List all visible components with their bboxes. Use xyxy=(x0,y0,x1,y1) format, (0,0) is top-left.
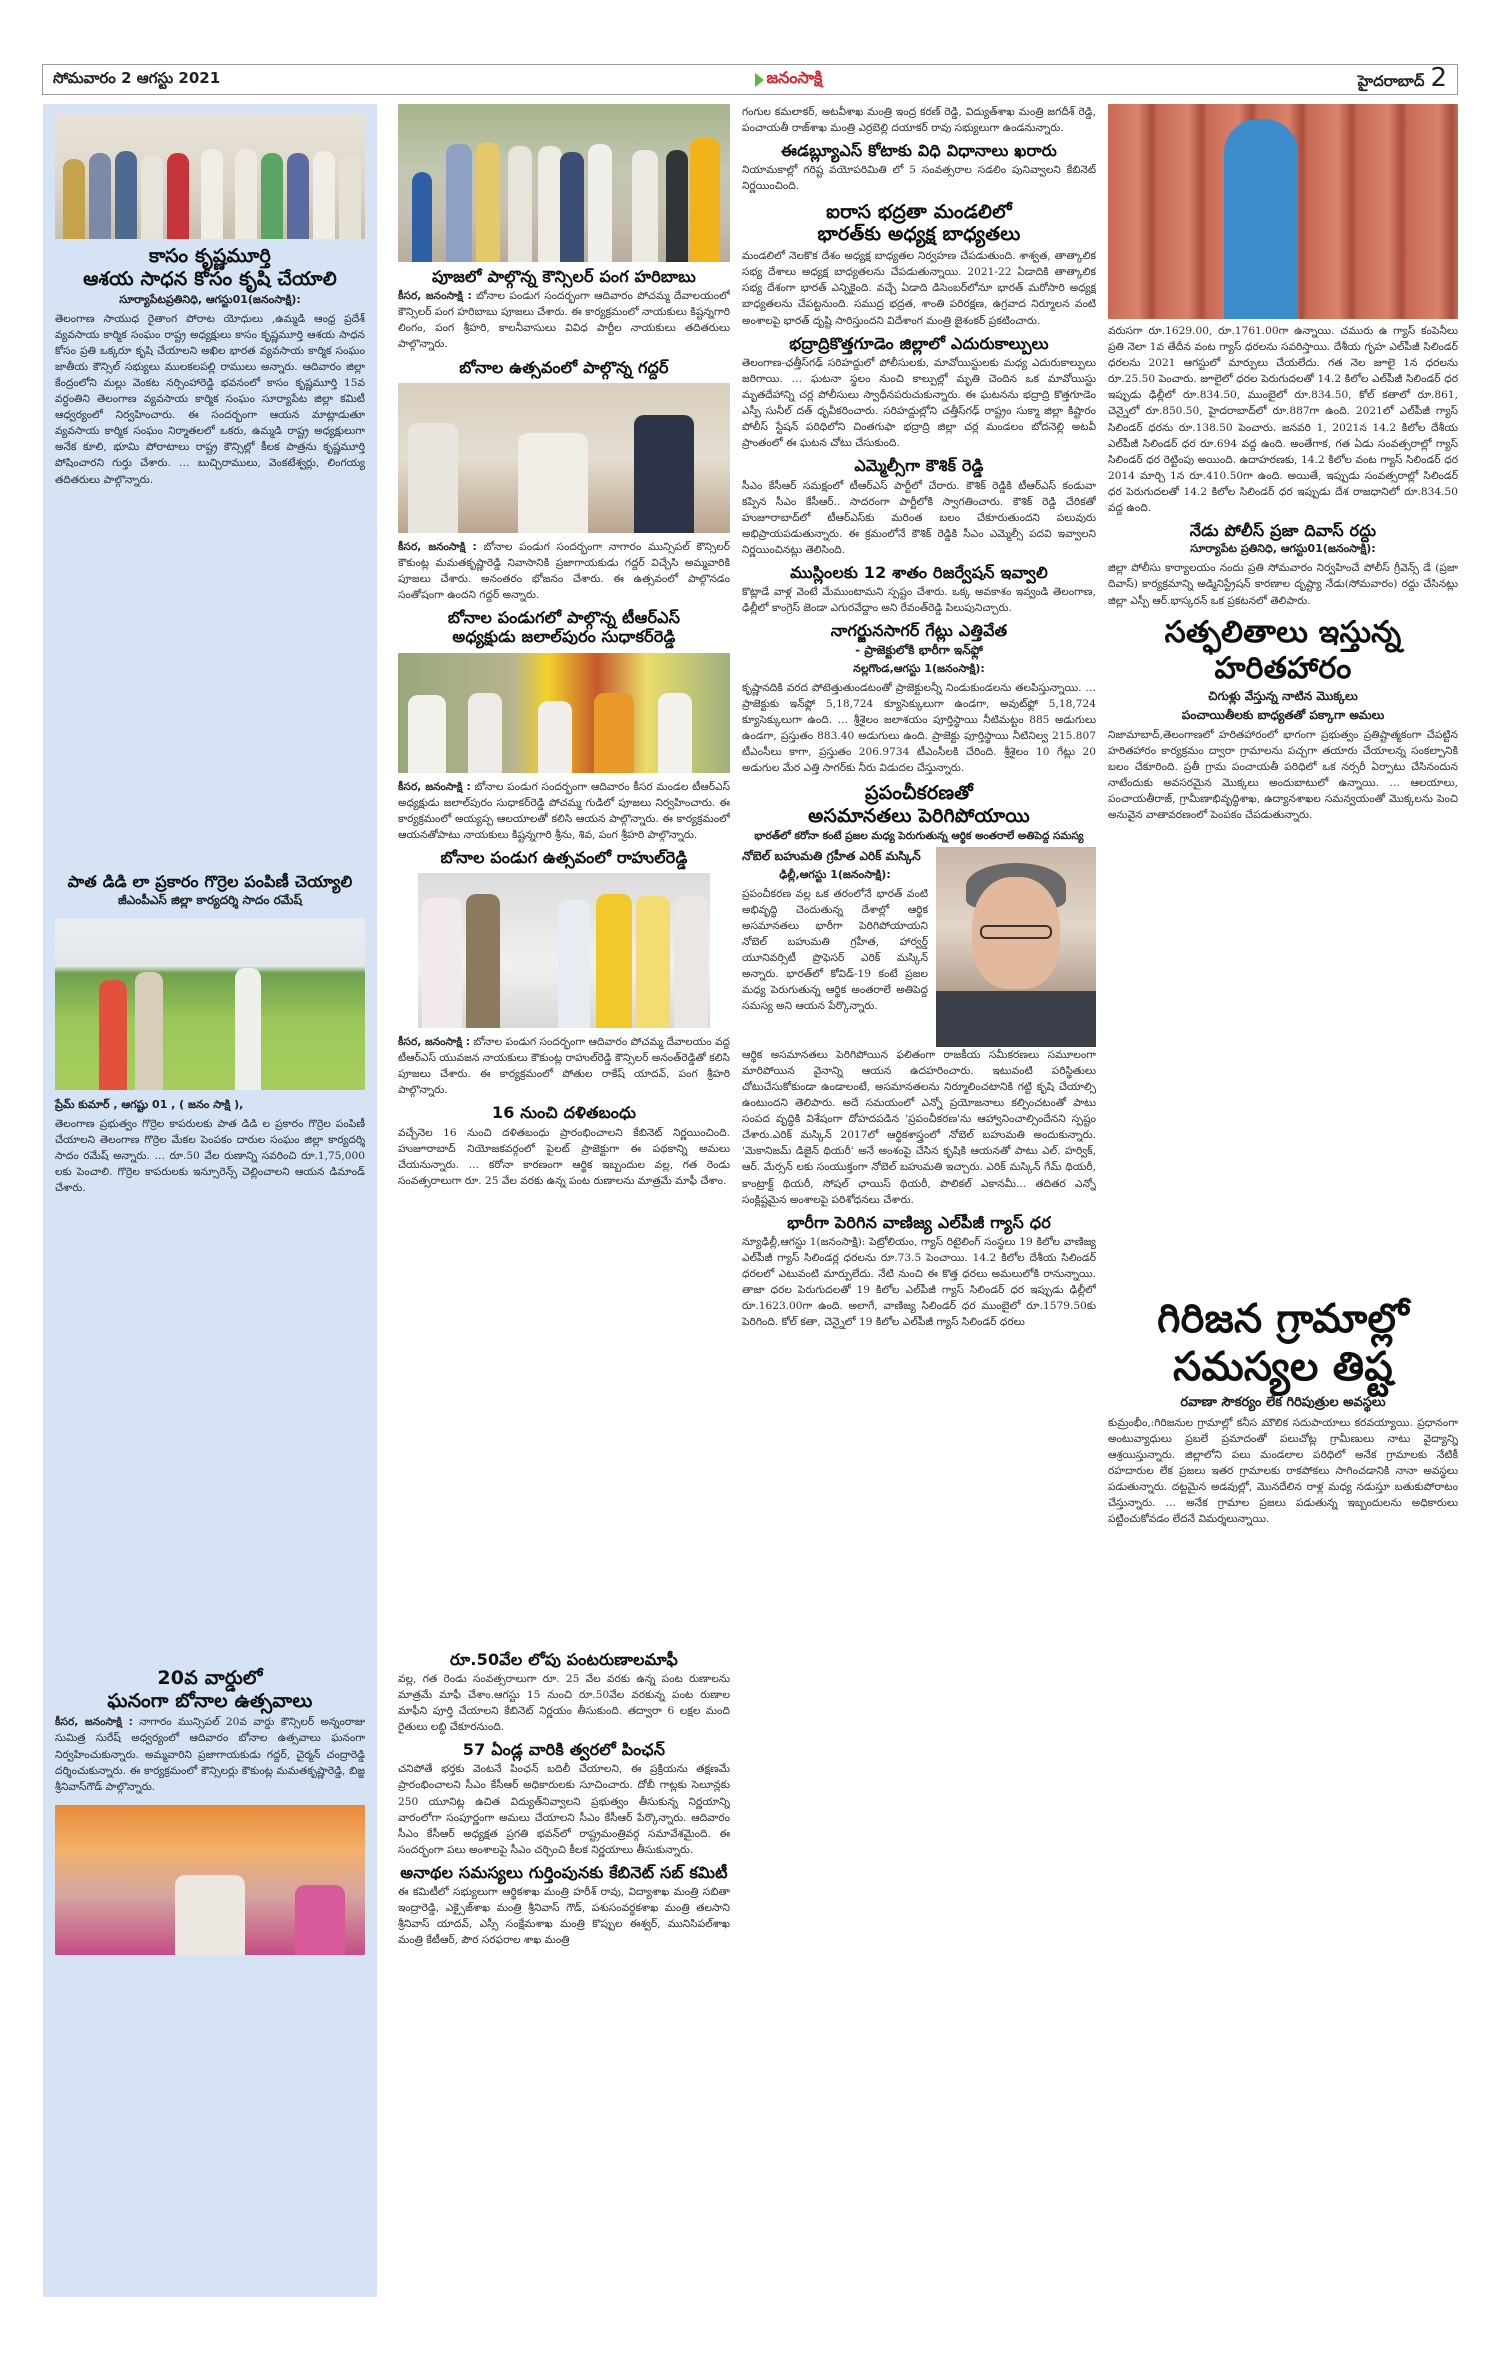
article-un-security-council xyxy=(742,201,1096,329)
subheadline: - ప్రాజెక్టులోకి భారీగా ఇన్‌ఫ్లో xyxy=(855,642,983,657)
headline: రూ.50వేల లోపు పంటరుణాలమాఫీ xyxy=(449,1649,678,1669)
photo-rahul-reddy-group xyxy=(418,873,710,1028)
article-councillor-haribabu xyxy=(398,104,730,353)
dateline: ఢిల్లీ,ఆగస్టు 1(జనంసాక్షి): xyxy=(779,867,891,881)
article-police-praja-diwas xyxy=(1108,521,1458,608)
column-1-sidebar xyxy=(43,104,377,2297)
article-body: కీసర, జనంసాక్షి : బోనాల పండుగ సందర్భంగా నాగారం మున్సిపల్ కౌన్సిలర్ కౌకుంట్ల మమతకృష్ణారెడ్డి నివాసానికి ప్రజాగాయకుడు గద్దర్ విచ్చేసి అమ్మవారికి పూజలు చేశారు. అనంతరం భోజనం చేశారు. ఈ ఉత్సవంలో పాల్గొనడం సంతోషంగా ఉందని గద్దర్ అన్నారు. xyxy=(398,540,730,602)
column-3 xyxy=(742,104,1096,2297)
article-body: చనిపోతే భర్తకు వెంటనే పింఛన్ బదిలీ చేయాలని, ఈ ప్రక్రియను తక్షణమే ప్రారంభించాలని సీఎం కేసీఆర్ అధికారులకు సూచించారు. దోబీ గాట్లకు సెలూన్లకు 250 యూనిట్ల ఉచిత విద్యుత్‌నివ్వాలని ప్రభుత్వం తీసుకున్న నిర్ణయాన్ని వారంలోగా సంపూర్ణంగా అమలు చేయాలని సీఎం కేసీఆర్ పేర్కొన్నారు. ఆదివారం సీఎం కేసీఆర్ అధ్యక్షత ప్రగతి భవన్‌లో రాష్ట్రమంత్రివర్గ సమావేశమైంది. ఈ సందర్భంగా పలు అంశాలపై సీఎం చర్చించి కీలక నిర్ణయాలు తీసుకున్నారు. xyxy=(398,1763,730,1856)
subheadline-1: చిగుళ్లు వేస్తున్న నాటిన మొక్కలు xyxy=(1208,688,1358,703)
subheadline: జీఎంపీఎస్ జిల్లా కార్యదర్శి సాదం రమేష్ xyxy=(117,892,303,907)
article-body: గంగుల కమలాకర్, అటవీశాఖ మంత్రి ఇంద్ర కరణ్ రెడ్డి, విద్యుత్‌శాఖ మంత్రి జగదీశ్ రెడ్డి, పంచాయతీ రాజ్‌శాఖ మంత్రి ఎర్రబెల్లి దయాకర్ రావు సభ్యులుగా ఉండనున్నారు. xyxy=(742,106,1096,135)
article-gaddar-bonalu xyxy=(398,358,730,604)
city-name: హైదరాబాద్ xyxy=(1357,72,1425,90)
headline: భద్రాద్రికొత్తగూడెం జిల్లాలో ఎదురుకాల్పులు xyxy=(789,333,1049,353)
article-bhadradri-encounter xyxy=(742,334,1096,452)
article-body: మండలిలో నెలకొక దేశం అధ్యక్ష బాధ్యతల నిర్వహణ చేపడుతుంది. శాశ్వత, తాత్కాలిక సభ్య దేశాలు అధ్యక్ష బాధ్యతలను చేపడుతున్నాయి. 2021-22 ఏడాదికి తాత్కాలిక సభ్య దేశంగా భారత్ ఎన్నికైంది. వచ్చే ఏడాది డిసెంబర్‌లోనూ భారత్ మరోసారి అధ్యక్ష బాధ్యతలను చేపట్టనుంది. సముద్ర భద్రత, శాంతి పరిరక్షణ, ఉగ్రవాద నిర్మూలన వంటి అంశాలపై భారత్ దృష్టి సారిస్తుందని విదేశాంగ మంత్రి జైశంకర్ ప్రకటించారు. xyxy=(742,250,1096,327)
article-rahul-reddy xyxy=(398,848,730,1099)
photo-councillor-puja xyxy=(398,104,730,262)
article-globalization-inequality xyxy=(742,782,1096,1208)
article-muslim-reservation xyxy=(742,563,1096,616)
body-lead: కీసర, జనంసాక్షి : xyxy=(55,1716,133,1729)
photo-gas-cylinders xyxy=(1108,104,1458,319)
dateline: ప్రేమ్ కుమార్ , ఆగష్టు 01 , ( జనం సాక్షి ), xyxy=(55,1097,244,1111)
headline: అనాథల సమస్యలు గుర్తింపునకు కేబినెట్ సబ్ కమిటీ xyxy=(400,1862,728,1882)
article-body: న్యూఢిల్లీ,ఆగస్టు 1(జనంసాక్షి): పెట్రోలియం, గ్యాస్ రిటైలింగ్ సంస్థలు 19 కిలోల వాణిజ్య ఎల్‌పీజీ గ్యాస్ సిలిండర్ల ధరలను రూ.73.5 పెంచాయి. 14.2 కిలోల దేశీయ సిలిండర్ ధరలలో ఎటువంటి మార్పులేదు. నేటి నుంచి ఈ కొత్త ధరలు అమలులోకి రానున్నాయి. తాజా ధరల పెరుగుదలతో 19 కిలోల ఎల్‌పీజీ గ్యాస్ సిలిండర్ ధర ఇప్పుడు ఢిల్లీలో రూ.1623.00గా ఉంది. అలాగే, వాణిజ్య సిలిండర్ ధర ముంబైలో రూ.1579.50కు పెరిగింది. కోల్ కతా, చెన్నైలో 19 కిలోల ఎల్‌పీజీ గ్యాస్ సిలిండర్ ధరలు xyxy=(742,1235,1096,1329)
column-2 xyxy=(398,104,730,2297)
headline: కాసం కృష్ణమూర్తి ఆశయ సాధన కోసం కృషి చేయాలి xyxy=(83,245,337,290)
headline: బోనాల పండుగలో పాల్గొన్న టీఆర్ఎస్ అధ్యక్షుడు జలాల్‌పురం సుధాకర్‌రెడ్డి xyxy=(447,608,681,647)
headline: బోనాల ఉత్సవంలో పాల్గొన్న గద్దర్ xyxy=(459,357,669,377)
article-tribal-villages xyxy=(1108,1295,1458,1528)
article-body: జిల్లా పోలీసు కార్యాలయం నందు ప్రతి సోమవారం నిర్వహించే పోలీస్ గ్రీవెన్స్ డే (ప్రజా దివాస్) కార్యక్రమాన్ని అడ్మినిస్ట్రేషన్ కారణాల దృష్ట్యా నేడు(సోమవారం) రద్దు చేసినట్లు జిల్లా ఎస్పీ ఆర్.భాస్కరన్ ఒక ప్రకటనలో తెలిపారు. xyxy=(1108,562,1458,607)
photo-group-event xyxy=(55,114,365,239)
article-body: కుమ్రంభీం,:గిరిజనుల గ్రామాల్లో కనీస మౌలిక సదుపాయాలు కరవయ్యాయి. ప్రధానంగా అంటువ్యాధులు ప్రబలే ప్రమాదంతో పలుచోట్ల గ్రామీణులు నాటు వైద్యాన్ని ఆశ్రయిస్తున్నారు. జిల్లాలోని పలు మండలాల పరిధిలో అనేక గ్రామాలకు నేటికీ రహదారుల లేక ప్రజలు ఇతర గ్రామాలకు రాకపోకలు సాగించడానికి నానా అవస్థలు పడుతున్నారు. దట్టమైన అడవుల్లో, మొనదేలిన రాళ్ల మధ్య నడుస్తూ బతుకుపోరాటం చేస్తున్నారు. … అనేక గ్రామాల ప్రజలు పడుతున్న ఇబ్బందులను అధికారులు పట్టించుకోవడం లేదనే విమర్శలున్నాయి. xyxy=(1108,1416,1458,1526)
photo-gaddar xyxy=(398,383,730,533)
subheadline: భారత్‌లో కరోనా కంటే ప్రజల మధ్య పెరుగుతున్న ఆర్థిక అంతరాలే అతిపెద్ద సమస్య xyxy=(754,829,1084,842)
article-body: నియామకాల్లో గరిష్ట వయోపరిమితి లో 5 సంవత్సరాల సడలిం పునివ్వాలని కేబినెట్ నిర్ణయించింది. xyxy=(742,164,1096,193)
article-dalitha-bandhu xyxy=(398,1103,730,1644)
article-body: వచ్చేనెల 16 నుంచి దళితబంధు ప్రారంభించాలని కేబినెట్ నిర్ణయించింది. హుజూరాబాద్ నియోజకవర్గంలో పైలట్ ప్రాజెక్టుగా ఈ పథకాన్ని అమలు చేయనున్నారు. … కరోనా కారణంగా ఆర్థిక ఇబ్బందుల వల్ల, గత రెండు సంవత్సరాలుగా రూ. 25 వేల వరకు ఉన్న పంట రుణాలను మాత్రమే మాఫీ చేశాం. xyxy=(398,1126,730,1187)
photo-bonalu-celebration xyxy=(55,1805,365,1955)
headline: ముస్లింలకు 12 శాతం రిజర్వేషన్ ఇవ్వాలి xyxy=(790,563,1048,583)
headline: పూజలో పాల్గొన్న కౌన్సిలర్ పంగ హరిబాబు xyxy=(431,267,697,286)
article-body: తెలంగాణ సాయుధ రైతాంగ పోరాట యోధులు ,ఉమ్మడి ఆంధ్ర ప్రదేశ్ వ్యవసాయ కార్మిక సంఘం రాష్ట్ర అధ్యక్షులు కాసం కృష్ణమూర్తి ఆశయ సాధన కోసం ప్రతి ఒక్కరూ కృషి చేయాలని అఖిల భారత వ్యవసాయ కార్మిక సంఘం జాతీయ కౌన్సిల్ సభ్యులు ములకలపల్లి రాములు అన్నారు. ఆదివారం జిల్లా కేంద్రంలోని మల్లు వెంకట నర్సింహారెడ్డి భవనంలో కాసం కృష్ణమూర్తి 15వ వర్ధంతిని తెలంగాణ వ్యవసాయ కార్మిక సంఘం సూర్యాపేట జిల్లా కమిటీ ఆధ్వర్యంలో నిర్వహించారు. ఈ సందర్భంగా ఆయన మాట్లాడుతూ వ్యవసాయ కార్మిక సంఘం నిర్మాతలలో ఒకరు, ఉమ్మడి రాష్ట్ర అధ్యక్షులుగా అనేక కూలి, భూమి పోరాటాలు రాష్ట్ర కౌన్సిల్లో కీలక పాత్రను కృష్ణమూర్తి పోషించారని గుర్తు చేశారు. … బుచ్చిరాములు, వెంకటేశ్వర్లు, లింగయ్య తదితరులు పాల్గొన్నారు. xyxy=(55,312,365,486)
article-kasam-krishnamurthy xyxy=(55,114,365,867)
article-body: కీసర, జనంసాక్షి : బోనాల పండుగ సందర్భంగా ఆదివారం పోచమ్మ దేవాలయం వద్ద టీఆర్ఎస్ యువజన నాయకులు కౌకుంట్ల రాహుల్‌రెడ్డి కౌన్సిలర్ అనంత్‌రెడ్డితో కలిసి పూజలు చేశారు. ఈ కార్యక్రమంలో పోతుల రాకేష్ యాదవ్, పంగ శ్రీహరి పాల్గొన్నారు. xyxy=(398,1036,730,1097)
article-body: కృష్ణానదికి వరద పోటెత్తుతుండటంతో ప్రాజెక్టులన్నీ నిండుకుండలను తలపిస్తున్నాయి. … ప్రాజెక్టుకు ఇన్‌ఫ్లో 5,18,724 క్యూసెక్కులుగా ఉండగా, అవుట్‌ఫ్లో 5,18,724 క్యూసెక్కులుగా ఉంది. … శ్రీశైలం జలాశయం పూర్తిస్థాయి నీటిమట్టం 885 అడుగులు ఉండగా, ప్రస్తుతం 883.40 అడుగులు ఉంది. ప్రాజెక్టు పూర్తిస్థాయి నీటినిల్వ 215.807 టీఎంసీలు కాగా, ప్రస్తుతం 206.9734 టీఎంసీలకి చేరింది. శ్రీశైలం 10 గేట్లు 20 అడుగుల మేర ఎత్తి సాగర్‌కు నీరు విడుదల చేస్తున్నారు. xyxy=(742,681,1096,775)
article-body: వరుసగా రూ.1629.00, రూ.1761.00గా ఉన్నాయి. చమురు ఉ గ్యాస్ కంపెనీలు ప్రతి నెలా 1వ తేదీన వంట గ్యాస్ ధరలను సవరిస్తాయి. దేశీయ గృహ ఎల్‌పీజీ సిలిండర్ ధరలను 2021 ఆగస్టులో మార్పులు చేయలేదు. గత నెల జూలై 1న ధరలను రూ.25.50 పెంచారు. జూలైలో ధరల పెరుగుదలతో 14.2 కిలోల ఎల్‌పీజీ సిలిండర్ ధర ఇప్పుడు ఢిల్లీలో రూ.834.50, ముంబైలో రూ.834.50, కోల్ కతాలో రూ.861, చెన్నైలో రూ.850.50, హైదరాబాద్‌లో రూ.887గా ఉంది. 2021లో ఎల్‌పీజీ గ్యాస్ సిలిండర్ ధరను రూ.138.50 పెంచారు. జనవరి 1, 2021న 14.2 కిలోల దేశీయ ఎల్‌పీజీ సిలిండర్ ధర రూ.694 వద్ద ఉంది. అంతేగాక, గత ఏడు సంవత్సరాల్లో గ్యాస్ సిలిండర్ ధర రెట్టింపు అయింది. ఉదాహరణకు, 14.2 కిలోల వంట గ్యాస్ సిలిండర్ ధర 2014 మార్చి 1న రూ.410.50గా ఉంది. అయితే, ఇప్పుడు సంవత్సరాల్లో సిలిండర్ ధర పెరుగుదలతో 14.2 కిలోల సిలిండర్ ధర ఇప్పుడు దేశ రాజధానిలో రూ.834.50 వద్ద ఉంది. xyxy=(1108,325,1458,515)
article-body: వల్ల, గత రెండు సంవత్సరాలుగా రూ. 25 వేల వరకు ఉన్న పంట రుణాలను మాత్రమే మాఫీ చేశాం.ఆగస్టు 15 నుంచి రూ.50వేల వరకున్న పంట రుణాల మాఫీని పూర్తి చేయాలని కేబినెట్ నిర్ణయం తీసుకుంది. తద్వారా 6 లక్షల మంది రైతులు లబ్ధి చేకూరనుంది. xyxy=(398,1672,730,1734)
article-body: తెలంగాణ-ఛత్తీస్‌గఢ్ సరిహద్దులో పోలీసులకు, మావోయిస్టులకు మధ్య ఎదురుకాల్పులు జరిగాయి. … ఘటనా స్థలం నుంచి కాల్పుల్లో మృతి చెందిన ఒక మావోయిస్టు మృతదేహాన్ని చర్ల పోలీసులు స్వాధీనపరుచుకున్నారు. ఈ ఘటనను భద్రాద్రి కొత్తగూడెం ఎస్పీ సునీల్ దత్ ధృవీకరించారు. సరిహద్దుల్లోని చత్తీస్‌గఢ్ రాష్ట్రం సుక్మా జిల్లా కిష్టారం పోలీస్ స్టేషన్ పరిధిలోని చింతగుఫా భద్రాద్రి జిల్లా చర్ల మండలం బోదనెల్లి అటవీ ప్రాంతంలో ఈ ఘటన చోటు చేసుకుంది. xyxy=(742,356,1096,450)
masthead xyxy=(42,64,1458,95)
headline: సత్ఫలితాలు ఇస్తున్న హరితహారం xyxy=(1164,614,1402,686)
dateline: నల్లగొండ,ఆగస్టు 1(జనంసాక్షి): xyxy=(853,661,985,675)
article-body: నిజామాబాద్,తెలంగాణలో హరితహారంలో భాగంగా ప్రభుత్వం ప్రతిష్టాత్మకంగా చేపట్టిన హరితహారం కార్యక్రమం ద్వారా గ్రామాలను పచ్చగా తయారు చేయాలన్న సంకల్పానికి బలం చేకూరింది. ప్రతీ గ్రామ పంచాయతీ పరిధిలో ఒక నర్సరీ ఏర్పాటు చేసినందున నాటేందుకు అవసరమైన మొక్కలు అందుబాటులో ఉన్నాయి. … ఆలయాలు, పంచాయతీరాజ్, గ్రామీణాభివృద్ధిశాఖ, ఉద్యానశాఖల సమన్వయంతో మొక్కలను పెంచి అనువైన వాతావరణంలో పెంపకం చేపడుతున్నారు. xyxy=(1108,728,1458,822)
article-body: ఆర్థిక అసమానతలు పెరిగిపోయిన ఫలితంగా రాజకీయ సమీకరణలు సమూలంగా మారిపోయిన వైనాన్ని ఆయన ఉదహరించారు. ఇటువంటి పరిస్థితులు చోటుచేసుకోకుండా ఉండాలంటే, అసమానతలను నిర్మూలించటానికి గట్టి కృషి చేయాల్సి ఉంటుందని తెలిపారు. అదే సమయంలో ఎన్నో ప్రయోజనాలు కల్పించటంతో పాటు సంపద వృద్ధికి విశేషంగా దోహదపడిన 'ప్రపంచీకరణ'ను ఆహ్వానించాల్సిందేనని స్పష్టం చేశారు.ఎరిక్ మస్కిన్ 2017లో ఆర్థికశాస్త్రంలో నోబెల్ బహుమతి అందుకున్నారు. 'మెకానిజమ్ డిజైన్ థియరీ' అనే అంశంపై చేసిన కృషికి ఆయనతో పాటు ఎల్. హర్విక్, ఆర్. మేర్సన్ లకు సంయుక్తంగా నోబెల్ బహుమతి ఇచ్చారు. ఎరిక్ మస్కిన్ గేమ్ థియరీ, కాంట్రాక్ట్ థియరీ, సోషల్ ఛాయిస్ థియరీ, పొలికల్ ఎకానమీ... తదితర ఎన్నో సంక్లిష్టమైన అంశాలపై పరిశోధనలు చేశారు. xyxy=(742,1048,1096,1206)
article-bonalu-20th-ward xyxy=(55,1667,365,1955)
headline: నేడు పోలీస్ ప్రజా దివాస్ రద్దు xyxy=(1189,521,1377,541)
headline: బోనాల పండుగ ఉత్సవంలో రాహుల్‌రెడ్డి xyxy=(440,847,688,867)
subheadline-2: పంచాయితీలకు బాధ్యతతో పక్కాగా అమలు xyxy=(1181,707,1385,722)
edition-city xyxy=(1358,65,1447,94)
headline: పాత డిడి లా ప్రకారం గొర్రెల పంపిణీ చెయ్యాలి xyxy=(67,871,353,891)
subheadline: రవాణా సౌకర్యం లేక గిరిపుత్రుల అవస్థలు xyxy=(1180,1394,1386,1410)
headline: ప్రపంచీకరణతో అసమానతలు పెరిగిపోయాయి xyxy=(808,782,1030,827)
headline: గిరిజన గ్రామాల్లో సమస్యల తిష్ట xyxy=(1157,1295,1409,1390)
article-body: కీసర, జనంసాక్షి : బోనాల పండుగ సందర్భంగా ఆదివారం పోచమ్మ దేవాలయంలో కౌన్సిలర్ పంగ హరిబాబు పూజలు చేశారు. ఈ కార్యక్రమంలో నాయకులు కిష్టన్నగారి లింగం, పంగ శ్రీహరి, కాలనీవాసులు వివిధ పార్టీల నాయకులు తదితరులు పాల్గొన్నారు. xyxy=(398,290,730,351)
dateline: సూర్యాపేటప్రతినిధి, ఆగస్టు01(జనంసాక్షి): xyxy=(119,292,301,306)
article-body: తెలంగాణ ప్రభుత్వం గొర్రెల కాపరులకు పాత డిడి ల ప్రకారం గొర్రెల పంపిణీ చేయాలని తెలంగాణ గొర్రెల మేకల పెంపకం దారుల సంఘం జిల్లా కార్యదర్శి సాదం రమేష్ అన్నారు. … రూ.50 వేల రుణాన్ని సవరించి రూ.1,75,000 లకు పెంచాలి. గొర్రెల కాపరులకు ఇన్సూరెన్స్ చెల్లించాలని ఆయన డిమాండ్ చేశారు. xyxy=(55,1117,365,1195)
newspaper-logo[interactable] xyxy=(755,68,822,91)
erik-maskin-block xyxy=(742,847,1096,1047)
issue-date: సోమవారం 2 ఆగస్టు 2021 xyxy=(53,68,221,87)
headline: ఎమ్మెల్సీగా కౌశిక్ రెడ్డి xyxy=(854,456,984,476)
article-body-side: ప్రపంచీకరణ వల్ల ఒక తరంలోనే భారత్ వంటి అభివృద్ధి చెందుతున్న దేశాల్లో ఆర్థిక అసమానతలు భారీగా పెరిగిపోయాయని నోబెల్ బహుమతి గ్రహీత, హార్వర్డ్ యూనివర్సిటీ ప్రొఫెసర్ ఎరిక్ మస్కిన్ అన్నారు. భారత్‌లో కోవిడ్-19 కంటే ప్రజల మధ్య పెరుగుతున్న ఆర్థిక అంతరాలే అతిపెద్ద సమస్య అని ఆయన పేర్కొన్నారు. xyxy=(742,887,928,1013)
article-nagarjunasagar-gates xyxy=(742,621,1096,776)
headline: భారీగా పెరిగిన వాణిజ్య ఎల్‌పీజీ గ్యాస్ ధర xyxy=(787,1212,1051,1232)
headline: ఈడబ్ల్యూఎస్ కోటాకు విధి విధానాలు ఖరారు xyxy=(781,141,1057,161)
article-orphans-subcommittee xyxy=(398,1863,730,1949)
dateline: సూర్యాపేట ప్రతినిధి, ఆగస్టు01(జనంసాక్షి): xyxy=(1190,542,1376,556)
column-4 xyxy=(1108,104,1458,2297)
page-number: 2 xyxy=(1430,63,1447,93)
article-commercial-lpg-price xyxy=(742,1213,1096,1331)
article-trs-sudhakar-reddy xyxy=(398,608,730,843)
article-body: కొట్లాడే వాళ్ల వెంటే మేముంటామని స్పష్టం చేశారు. ఒక్క అవకాశం ఇవ్వండి తెలంగాణ, ఢిల్లీలో కాంగ్రెస్ జెండా ఎగురవేద్దాం అని రేవంత్‌రెడ్డి పిలుపునిచ్చారు. xyxy=(742,586,1096,615)
headline: 20వ వార్డులో ఘనంగా బోనాల ఉత్సవాలు xyxy=(107,1666,313,1712)
article-pension-57 xyxy=(398,1740,730,1858)
headline: నాగర్జునసాగర్ గేట్లు ఎత్తివేత xyxy=(830,621,1008,641)
article-lpg-prices-continued xyxy=(1108,104,1458,516)
photo-erik-maskin-portrait xyxy=(936,847,1096,1047)
article-ews-quota xyxy=(742,141,1096,194)
headline: 16 నుంచి దళితబంధు xyxy=(491,1103,637,1123)
article-body: కీసర, జనంసాక్షి : నాగారం మున్సిపల్ 20వ వార్డు కౌన్సిలర్ అన్నంరాజు సుమిత్ర సురేష్ అధ్వర్యంలో ఆదివారం బోనాల ఉత్సవాలు ఘనంగా నిర్వహించుకున్నారు. అమ్మవారిని ప్రజాగాయకుడు గద్దర్, చైర్మన్ చంద్రారెడ్డి దర్శించుకున్నారు. ఈ కార్యక్రమంలో కౌన్సిలర్లు కౌకుంట్ల మమతకృష్ణారెడ్డి, బిజ్జ శ్రీనివాస్‌గౌడ్ పాల్గొన్నారు. xyxy=(55,1716,365,1793)
article-crop-loan-waiver xyxy=(398,1650,730,1736)
article-sheep-distribution xyxy=(55,872,365,1661)
article-body: కీసర, జనంసాక్షి : బోనాల పండుగ సందర్భంగా ఆదివారం కీసర మండల టీఆర్ఎస్ అధ్యక్షుడు జలాల్‌పురం సుధాకర్‌రెడ్డి పోచమ్మ గుడిలో పూజలు నిర్వహించారు. ఈ కార్యక్రమంలో అయ్యప్ప ఆలయాలతో కలిసి ఆయన పాల్గొన్నారు. ఈ కార్యక్రమంలో ఆయనతోపాటు నాయకులు కిష్టన్నగారి శ్రీను, శివ, పంగ శ్రీహరి పాల్గొన్నారు. xyxy=(398,780,730,841)
article-haritha-haram xyxy=(1108,615,1458,1287)
photo-farmers-field xyxy=(55,918,365,1090)
article-cabinet-members xyxy=(742,104,1096,136)
headline: 57 ఏండ్ల వారికి త్వరలో పింఛన్ xyxy=(462,1740,666,1760)
article-kaushik-reddy-mlc xyxy=(742,456,1096,558)
logo-text: జనంసాక్షి xyxy=(766,68,823,87)
article-body: సీఎం కేసీఆర్ సమక్షంలో టీఆర్ఎస్ పార్టీలో చేరారు. కౌశిక్ రెడ్డికి టీఆర్ఎస్ కండువా కప్పిన సీఎం కేసీఆర్.. సాదరంగా పార్టీలోకి స్వాగతించారు. కౌశిక్ రెడ్డి చేరికతో హుజూరాబాద్‌లో టీఆర్ఎస్‌కు మరింత బలం చేకూరుతుందని పలువురు అభిప్రాయపడుతున్నారు. ఈ క్రమంలోనే కౌశిక్ రెడ్డికి సీఎం ఎమ్మెల్సీ పదవి ఇవ్వాలని నిర్ణయించినట్లు తెలిసింది. xyxy=(742,479,1096,556)
green-leaf-arrow-icon xyxy=(755,73,764,87)
byline: నోబెల్ బహుమతి గ్రహీత ఎరిక్ మస్కిన్ xyxy=(742,848,921,863)
headline: ఐరాస భద్రతా మండలిలో భారత్‌కు అధ్యక్ష బాధ్యతలు xyxy=(817,200,1021,246)
article-body: ఈ కమిటీలో సభ్యులుగా ఆర్థికశాఖ మంత్రి హరీశ్ రావు, విద్యాశాఖ మంత్రి సబితా ఇంద్రారెడ్డి, ఎక్సైజ్‌శాఖ మంత్రి శ్రీనివాస్ గౌడ్, పశుసంవర్ధకశాఖ మంత్రి తలసాని శ్రీనివాస్ యాదవ్, ఎస్సీ సంక్షేమశాఖ మంత్రి కొప్పుల ఈశ్వర్, మునిసిపల్‌శాఖ మంత్రి కేటీఆర్, పౌర సరఫరాల శాఖ మంత్రి xyxy=(398,1886,730,1947)
photo-temple-group xyxy=(398,653,730,773)
